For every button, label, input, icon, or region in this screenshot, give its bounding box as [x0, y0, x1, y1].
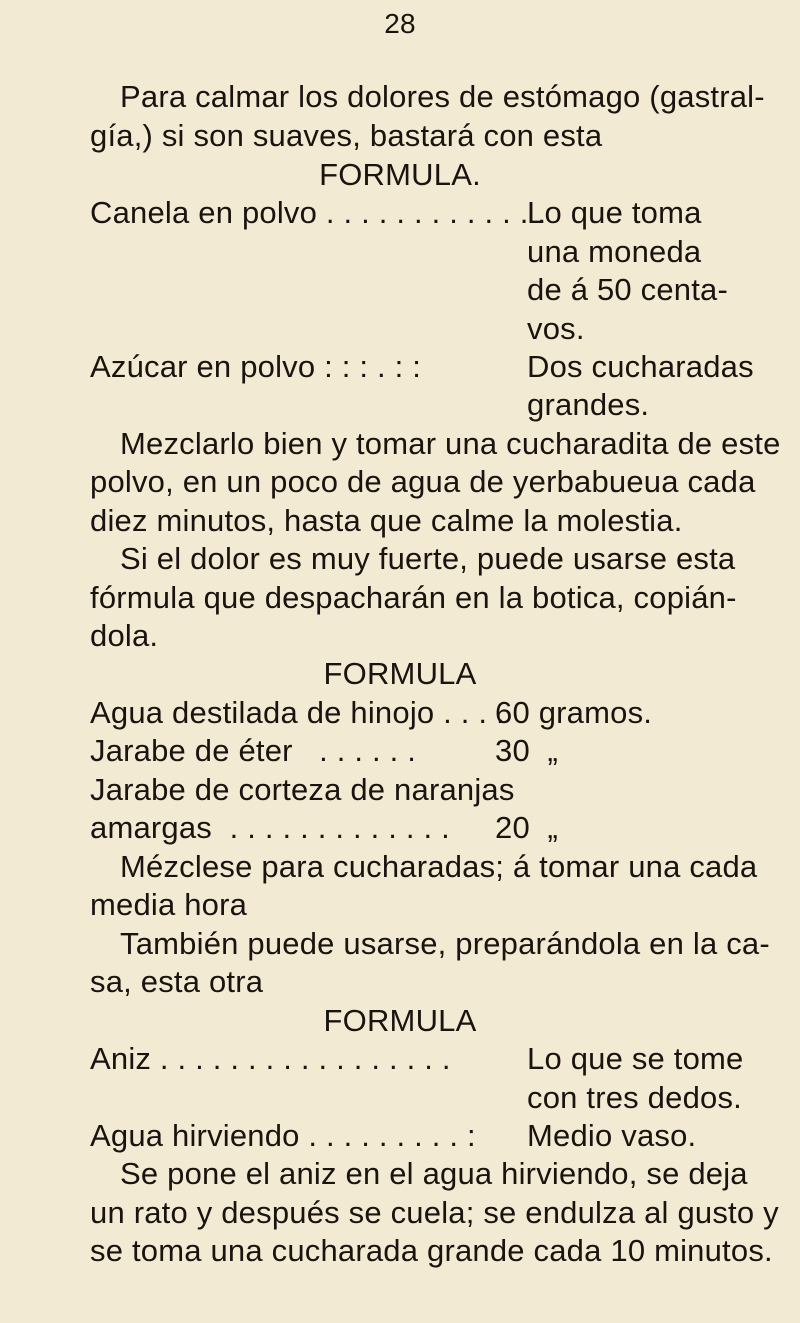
- instructions-line: polvo, en un poco de agua de yerbabueua cada: [90, 464, 756, 499]
- ingredient-amount: una moneda: [527, 234, 702, 269]
- ingredient-name: Agua hirviendo . . . . . . . . . :: [90, 1118, 476, 1153]
- ingredient-name: Jarabe de corteza de naranjas: [90, 772, 515, 807]
- ingredient-amount: con tres dedos.: [527, 1080, 742, 1115]
- ingredient-amount: Lo que se tome: [527, 1041, 744, 1076]
- paragraph-line: Si el dolor es muy fuerte, puede usarse esta: [120, 541, 736, 576]
- ingredient-amount: de á 50 centa-: [527, 272, 729, 307]
- ingredient-name: Jarabe de éter . . . . . .: [90, 733, 417, 768]
- instructions-line: Mézclese para cucharadas; á tomar una cada: [120, 849, 758, 884]
- paragraph-line: sa, esta otra: [90, 964, 264, 999]
- paragraph-line: dola.: [90, 618, 159, 653]
- ingredient-amount: Dos cucharadas: [527, 349, 754, 384]
- ingredient-amount: 30 „: [495, 733, 559, 768]
- ingredient-name: amargas . . . . . . . . . . . . .: [90, 810, 450, 845]
- formula-heading: FORMULA: [323, 1003, 477, 1038]
- ingredient-name: Aniz . . . . . . . . . . . . . . . . .: [90, 1041, 451, 1076]
- paragraph-line: fórmula que despacharán en la botica, copián-: [90, 580, 737, 615]
- formula-heading: FORMULA.: [319, 157, 481, 192]
- intro-line: gía,) si son suaves, bastará con esta: [90, 118, 603, 153]
- paragraph-line: También puede usarse, preparándola en la ca-: [120, 926, 770, 961]
- ingredient-amount: Lo que toma: [527, 195, 702, 230]
- ingredient-amount: grandes.: [527, 387, 650, 422]
- ingredient-amount: vos.: [527, 311, 585, 346]
- ingredient-amount: 20 „: [495, 810, 559, 845]
- instructions-line: Se pone el aniz en el agua hirviendo, se deja: [120, 1156, 748, 1191]
- instructions-line: un rato y después se cuela; se endulza al gusto y: [90, 1195, 779, 1230]
- ingredient-amount: Medio vaso.: [527, 1118, 697, 1153]
- ingredient-name: Agua destilada de hinojo . . . .: [90, 695, 505, 730]
- ingredient-name: Azúcar en polvo : : : . : :: [90, 349, 422, 384]
- intro-line: Para calmar los dolores de estómago (gastral-: [120, 79, 765, 114]
- ingredient-name: Canela en polvo . . . . . . . . . . . . .: [90, 195, 547, 230]
- page-number: 28: [384, 8, 416, 39]
- formula-heading: FORMULA: [323, 656, 477, 691]
- instructions-line: diez minutos, hasta que calme la molestia.: [90, 503, 683, 538]
- instructions-line: Mezclarlo bien y tomar una cucharadita de este: [120, 426, 781, 461]
- instructions-line: media hora: [90, 887, 248, 922]
- ingredient-amount: 60 gramos.: [495, 695, 653, 730]
- instructions-line: se toma una cucharada grande cada 10 minutos.: [90, 1233, 773, 1268]
